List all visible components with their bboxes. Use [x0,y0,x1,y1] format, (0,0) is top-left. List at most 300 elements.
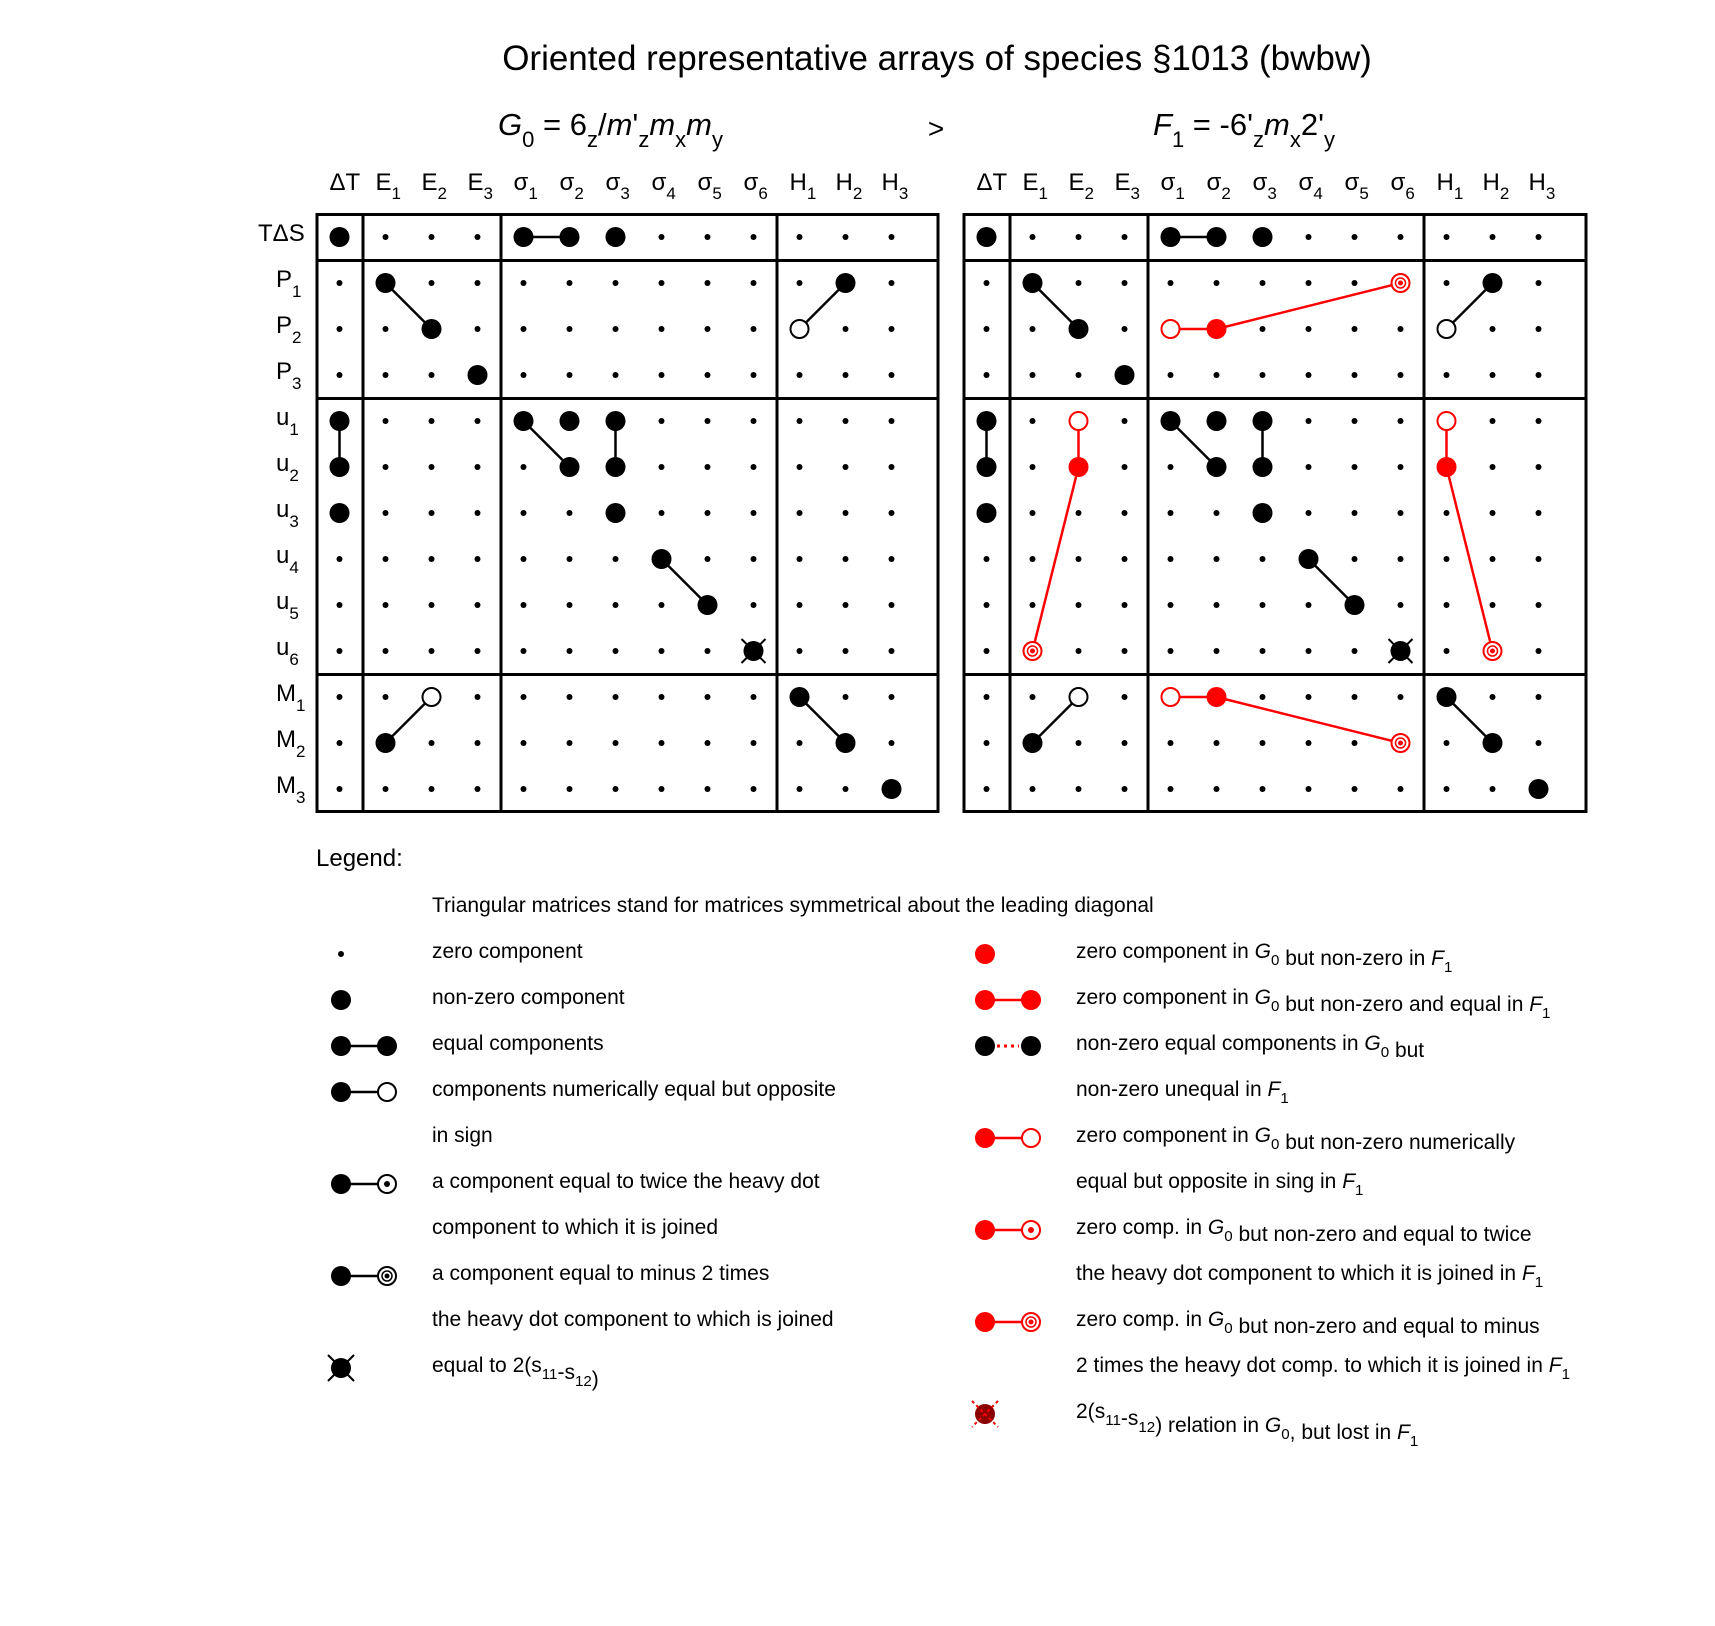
zero-dot [383,602,389,608]
heavy-dot-symbol [331,990,351,1010]
zero-dot [1352,464,1358,470]
zero-dot [751,418,757,424]
column-header-h3: $H_3$ [1528,169,1556,203]
column-header-h3: $H_3$ [881,169,909,203]
heavy-dot [977,227,997,247]
zero-dot [613,786,619,792]
zero-dot [1214,602,1220,608]
zero-dot [1444,280,1450,286]
legend-text: non-zero equal components in $G_0$ but [1076,1032,1425,1062]
zero-dot [521,786,527,792]
zero-dot [429,556,435,562]
zero-dot [613,740,619,746]
zero-dot [567,648,573,654]
zero-dot [567,372,573,378]
zero-dot [1536,648,1542,654]
zero-dot [1260,556,1266,562]
red-twice-symbol [975,1220,1040,1240]
zero-dot [567,510,573,516]
zero-dot [889,234,895,240]
formula-g0: $G_0 = 6_z/m'_zm_xm_y$ [498,107,723,152]
zero-dot [1398,556,1404,562]
heavy-dot [1161,227,1181,247]
zero-dot [1030,326,1036,332]
zero-dot [843,648,849,654]
column-header-h2: $H_2$ [835,169,863,203]
zero-dot [659,372,665,378]
red-link-14 [1447,467,1493,651]
zero-dot [843,372,849,378]
cross-dot [742,639,766,663]
zero-dot [1030,464,1036,470]
heavy-dot [1529,779,1549,799]
zero-dot [1168,280,1174,286]
zero-dot [797,234,803,240]
zero-dot [843,786,849,792]
zero-dot [1306,786,1312,792]
zero-dot [843,556,849,562]
red-minus-two-dot [1024,642,1042,660]
zero-dot [797,602,803,608]
zero-dot [1536,556,1542,562]
zero-dot [1352,740,1358,746]
zero-dot [1122,786,1128,792]
heavy-dot [1207,411,1227,431]
zero-dot [521,602,527,608]
zero-dot [797,510,803,516]
heavy-dot [376,273,396,293]
zero-dot [521,326,527,332]
legend-text: a component equal to minus 2 times [432,1262,770,1285]
heavy-dot [1023,733,1043,753]
row-label-p1: $P_1$ [276,266,302,301]
zero-dot [1444,648,1450,654]
zero-dot [567,694,573,700]
legend-text: equal but opposite in sing in $F_1$ [1076,1170,1364,1199]
zero-dot [1030,510,1036,516]
zero-dot [1214,648,1220,654]
zero-dot [1398,326,1404,332]
zero-dot [1260,372,1266,378]
zero-dot [705,464,711,470]
zero-dot [1168,602,1174,608]
zero-dot [1490,510,1496,516]
zero-dot [797,280,803,286]
red-link-10 [1217,283,1401,329]
zero-dot [383,694,389,700]
zero-dot [705,326,711,332]
red-dot-symbol [975,944,995,964]
column-header-e2: $E_2$ [421,169,447,203]
heavy-dot [1437,687,1457,707]
column-header-4: $\sigma_4$ [1298,169,1323,203]
row-label-p3: $P_3$ [276,358,302,393]
heavy-dot [514,411,534,431]
zero-dot [1306,280,1312,286]
zero-dot [984,740,990,746]
legend-text: zero comp. in $G_0$ but non-zero and equal to twice [1076,1216,1532,1246]
column-header-e3: $E_3$ [467,169,493,203]
zero-dot [1260,602,1266,608]
zero-dot [1352,648,1358,654]
zero-dot [705,556,711,562]
zero-dot [1122,326,1128,332]
zero-dot [705,740,711,746]
zero-dot [984,786,990,792]
open-dot [791,320,809,338]
zero-dot [659,510,665,516]
zero-dot [659,694,665,700]
row-label-p2: $P_2$ [276,312,302,347]
red-minus-two-dot [1392,734,1410,752]
zero-dot [613,372,619,378]
zero-dot [475,234,481,240]
red-open-dot [1438,412,1456,430]
row-labels [258,220,305,807]
zero-dot [705,280,711,286]
zero-dot [475,556,481,562]
heavy-dot [698,595,718,615]
zero-dot [1260,326,1266,332]
zero-dot [337,280,343,286]
dotted-equal-symbol [975,1036,1041,1056]
column-header-5: $\sigma_5$ [697,169,722,203]
zero-dot [1536,418,1542,424]
zero-dot [1076,740,1082,746]
heavy-dot [977,457,997,477]
zero-dot [1122,602,1128,608]
column-header-t: ΔT [976,169,1008,196]
heavy-dot [560,457,580,477]
legend-text: non-zero unequal in $F_1$ [1076,1078,1289,1107]
zero-dot [1076,786,1082,792]
zero-dot [567,740,573,746]
red-minus-two-dot [1392,274,1410,292]
zero-dot [475,786,481,792]
zero-dot [1444,510,1450,516]
zero-dot [475,740,481,746]
zero-dot [659,786,665,792]
row-label-u1: $u_1$ [276,404,299,439]
zero-dot [1260,280,1266,286]
red-equal-symbol [975,990,1041,1010]
zero-dot [1352,786,1358,792]
red-opposite-symbol [975,1128,1040,1148]
zero-dot [889,326,895,332]
zero-dot [613,694,619,700]
heavy-dot [330,227,350,247]
zero-dot [1260,786,1266,792]
column-header-e2: $E_2$ [1068,169,1094,203]
column-header-1: $\sigma_1$ [513,169,538,203]
zero-dot [1076,234,1082,240]
zero-dot [1306,326,1312,332]
zero-dot [1260,694,1266,700]
zero-dot [429,464,435,470]
column-header-6: $\sigma_6$ [1390,169,1415,203]
zero-dot [337,326,343,332]
red-open-dot [1162,320,1180,338]
zero-dot [1122,694,1128,700]
zero-dot [1214,280,1220,286]
zero-dot [429,648,435,654]
heavy-dot [560,411,580,431]
equal-symbol [331,1036,397,1056]
column-header-2: $\sigma_2$ [559,169,584,203]
zero-dot [475,602,481,608]
zero-dot [705,372,711,378]
zero-dot [843,234,849,240]
zero-dot [889,602,895,608]
legend-text: zero component in $G_0$ but non-zero in $F_1$ [1076,940,1453,976]
red-heavy-dot [1207,319,1227,339]
zero-dot [521,372,527,378]
small-dot-symbol [338,951,344,957]
zero-dot [383,372,389,378]
zero-dot [1122,556,1128,562]
zero-dot [751,510,757,516]
heavy-dot [1253,227,1273,247]
heavy-dot [1253,503,1273,523]
zero-dot [751,280,757,286]
matrix-g0 [317,169,938,812]
zero-dot [797,556,803,562]
cross-dot [1389,639,1413,663]
heavy-dot [836,733,856,753]
zero-dot [475,694,481,700]
zero-dot [1030,234,1036,240]
zero-dot [1352,234,1358,240]
zero-dot [429,786,435,792]
zero-dot [797,648,803,654]
column-header-h1: $H_1$ [1436,169,1464,203]
zero-dot [337,372,343,378]
column-header-5: $\sigma_5$ [1344,169,1369,203]
zero-dot [521,694,527,700]
zero-dot [843,694,849,700]
zero-dot [1398,234,1404,240]
zero-dot [1306,694,1312,700]
column-header-3: $\sigma_3$ [605,169,630,203]
heavy-dot [330,503,350,523]
zero-dot [1536,326,1542,332]
zero-dot [705,234,711,240]
zero-dot [751,326,757,332]
heavy-dot [836,273,856,293]
zero-dot [1214,786,1220,792]
zero-dot [1444,556,1450,562]
zero-dot [475,464,481,470]
zero-dot [659,418,665,424]
legend-text: components numerically equal but opposite [432,1078,836,1101]
column-header-e1: $E_1$ [375,169,401,203]
zero-dot [1076,556,1082,562]
open-dot [1070,688,1088,706]
zero-dot [1398,464,1404,470]
legend-text: the heavy dot component to which is joined [432,1308,834,1331]
zero-dot [1122,740,1128,746]
zero-dot [751,556,757,562]
zero-dot [659,234,665,240]
zero-dot [984,602,990,608]
zero-dot [1490,418,1496,424]
zero-dot [521,510,527,516]
zero-dot [1306,234,1312,240]
zero-dot [1168,740,1174,746]
twice-symbol [331,1174,396,1194]
legend-text: zero component in $G_0$ but non-zero and equal in $F_1$ [1076,986,1551,1022]
zero-dot [705,418,711,424]
zero-dot [1352,372,1358,378]
legend-text: 2 times the heavy dot comp. to which it is joined in $F_1$ [1076,1354,1570,1383]
zero-dot [751,464,757,470]
heavy-dot [606,227,626,247]
zero-dot [1306,648,1312,654]
zero-dot [475,280,481,286]
zero-dot [1260,740,1266,746]
legend-text: zero component in $G_0$ but non-zero numerically [1076,1124,1516,1154]
zero-dot [521,464,527,470]
zero-dot [1536,602,1542,608]
legend-right-column [972,940,1570,1450]
legend-text: a component equal to twice the heavy dot [432,1170,820,1193]
zero-dot [659,280,665,286]
zero-dot [751,372,757,378]
red-minus-two-symbol [975,1312,1040,1332]
open-dot [423,688,441,706]
zero-dot [383,648,389,654]
zero-dot [1214,510,1220,516]
zero-dot [475,418,481,424]
row-label-t-s: TΔS [258,220,305,247]
red-cross-symbol [972,1401,998,1427]
zero-dot [383,510,389,516]
zero-dot [1444,786,1450,792]
zero-dot [613,648,619,654]
heavy-dot [1483,273,1503,293]
zero-dot [1076,280,1082,286]
zero-dot [1030,786,1036,792]
heavy-dot [560,227,580,247]
group-comparator: > [927,113,945,144]
zero-dot [751,740,757,746]
zero-dot [613,326,619,332]
legend-text: non-zero component [432,986,625,1009]
zero-dot [843,326,849,332]
zero-dot [1168,786,1174,792]
zero-dot [1306,372,1312,378]
zero-dot [521,280,527,286]
zero-dot [521,556,527,562]
zero-dot [889,280,895,286]
zero-dot [1306,418,1312,424]
heavy-dot [1023,273,1043,293]
zero-dot [843,418,849,424]
zero-dot [1444,372,1450,378]
zero-dot [1536,234,1542,240]
zero-dot [1122,418,1128,424]
heavy-dot [1161,411,1181,431]
zero-dot [567,786,573,792]
column-header-1: $\sigma_1$ [1160,169,1185,203]
zero-dot [705,648,711,654]
legend-text: $2(s_{11}-s_{12})$ relation in $G_0$, but lost in $F_1$ [1076,1400,1419,1450]
zero-dot [1306,602,1312,608]
zero-dot [1536,372,1542,378]
zero-dot [429,602,435,608]
zero-dot [337,786,343,792]
zero-dot [429,510,435,516]
zero-dot [429,418,435,424]
zero-dot [889,740,895,746]
zero-dot [659,602,665,608]
zero-dot [843,510,849,516]
zero-dot [521,648,527,654]
zero-dot [1030,556,1036,562]
red-heavy-dot [1437,457,1457,477]
zero-dot [429,372,435,378]
zero-dot [889,556,895,562]
zero-dot [475,648,481,654]
zero-dot [1398,602,1404,608]
heavy-dot [790,687,810,707]
zero-dot [1490,234,1496,240]
zero-dot [659,740,665,746]
zero-dot [705,694,711,700]
zero-dot [567,556,573,562]
zero-dot [475,326,481,332]
row-label-u2: $u_2$ [276,450,299,485]
zero-dot [429,280,435,286]
column-header-6: $\sigma_6$ [743,169,768,203]
column-header-h1: $H_1$ [789,169,817,203]
legend-text: zero comp. in $G_0$ but non-zero and equal to minus [1076,1308,1540,1338]
zero-dot [1536,280,1542,286]
zero-dot [1398,372,1404,378]
zero-dot [751,694,757,700]
zero-dot [984,372,990,378]
zero-dot [1168,556,1174,562]
legend-text: in sign [432,1124,493,1147]
heavy-dot [606,457,626,477]
zero-dot [1122,648,1128,654]
red-link-16 [1217,697,1401,743]
zero-dot [1490,326,1496,332]
zero-dot [1306,510,1312,516]
row-label-u6: $u_6$ [276,634,299,669]
zero-dot [1490,464,1496,470]
zero-dot [337,556,343,562]
column-header-4: $\sigma_4$ [651,169,676,203]
legend-text: zero component [432,940,583,963]
heavy-dot [1483,733,1503,753]
zero-dot [1168,464,1174,470]
red-open-dot [1162,688,1180,706]
zero-dot [1214,556,1220,562]
zero-dot [613,556,619,562]
zero-dot [337,602,343,608]
zero-dot [567,326,573,332]
zero-dot [1352,418,1358,424]
zero-dot [337,740,343,746]
zero-dot [1168,372,1174,378]
zero-dot [1490,786,1496,792]
zero-dot [1214,740,1220,746]
zero-dot [1076,372,1082,378]
zero-dot [659,464,665,470]
row-label-u5: $u_5$ [276,588,299,623]
zero-dot [1076,510,1082,516]
